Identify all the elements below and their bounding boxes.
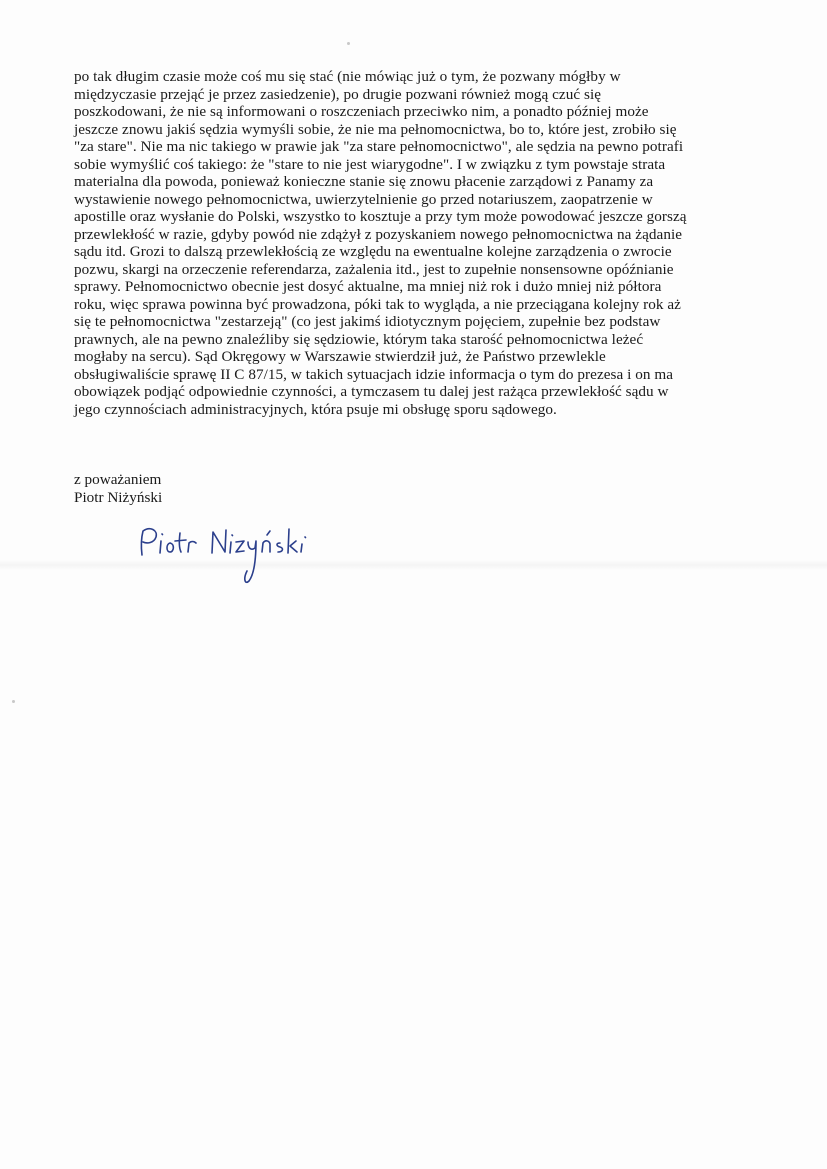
body-line: przewlekłość w razie, gdyby powód nie zdążył z pozyskaniem nowego pełnomocnictwa na żądanie xyxy=(74,225,683,243)
body-line: mogłaby na sercu). Sąd Okręgowy w Warszawie stwierdził już, że Państwo przewlekle xyxy=(74,348,606,365)
letter-body xyxy=(74,68,794,418)
body-line: międzyczasie przejąć je przez zasiedzenie), po drugie pozwani również mogą czuć się xyxy=(74,85,601,103)
closing-salutation: z poważaniem xyxy=(74,471,162,488)
body-line: roku, więc sprawa powinna być prowadzona, póki tak to wygląda, a nie przeciągana kolejny rok aż xyxy=(74,295,681,313)
body-line: sprawy. Pełnomocnictwo obecnie jest dosyć aktualne, ma mniej niż rok i dużo mniej niż półtora xyxy=(74,278,662,295)
paper-speck xyxy=(12,700,15,703)
body-line: pozwu, skargi na orzeczenie referendarza, zażalenia itd., jest to zupełnie nonsensowne opóźnianie xyxy=(74,260,674,278)
body-line: materialna dla powoda, ponieważ konieczne stanie się znowu płacenie zarządowi z Panamy za xyxy=(74,173,654,190)
body-line: prawnych, ale na pewno znaleźliby się sędziowie, którym taka starość pełnomocnictwa leżeć xyxy=(74,330,644,348)
paper-fold-line xyxy=(0,560,827,570)
body-line: wystawienie nowego pełnomocnictwa, uwierzytelnienie go przed notariuszem, zaopatrzenie w xyxy=(74,190,653,208)
body-line: jego czynnościach administracyjnych, która psuje mi obsługę sporu sądowego. xyxy=(74,400,557,418)
paper-speck xyxy=(347,42,350,45)
closing-block xyxy=(74,471,162,507)
body-line: sądu itd. Grozi to dalszą przewlekłością ze względu na ewentualne kolejne zarządzenia o zwrocie xyxy=(74,243,672,260)
body-line: obsługiwaliście sprawę II C 87/15, w takich sytuacjach idzie informacja o tym do prezesa i on ma xyxy=(74,365,674,383)
handwritten-signature xyxy=(130,515,330,595)
body-line: obowiązek podjąć odpowiednie czynności, a tymczasem tu dalej jest rażąca przewlekłość sądu w xyxy=(74,383,669,400)
body-line: się te pełnomocnictwa "zestarzeją" (co jest jakimś idiotycznym pojęciem, zupełnie bez podstaw xyxy=(74,313,661,330)
body-line: poszkodowani, że nie są informowani o roszczeniach przeciwko nim, a ponadto później może xyxy=(74,103,649,120)
signature-text: Piotr Niżyński xyxy=(130,515,136,516)
signer-name: Piotr Niżyński xyxy=(74,489,163,506)
body-line: po tak długim czasie może coś mu się stać (nie mówiąc już o tym, że pozwany mógłby w xyxy=(74,68,621,85)
body-line: apostille oraz wysłanie do Polski, wszystko to kosztuje a przy tym może powodować jeszcze gorszą xyxy=(74,208,687,225)
body-line: sobie wymyślić coś takiego: że "stare to nie jest wiarygodne". I w związku z tym powstaje strata xyxy=(74,155,666,173)
body-line: jeszcze znowu jakiś sędzia wymyśli sobie, że nie ma pełnomocnictwa, bo to, które jest, zrobiło się xyxy=(74,120,677,138)
body-line: "za stare". Nie ma nic takiego w prawie jak "za stare pełnomocnictwo", ale sędzia na pewno potrafi xyxy=(74,138,684,155)
